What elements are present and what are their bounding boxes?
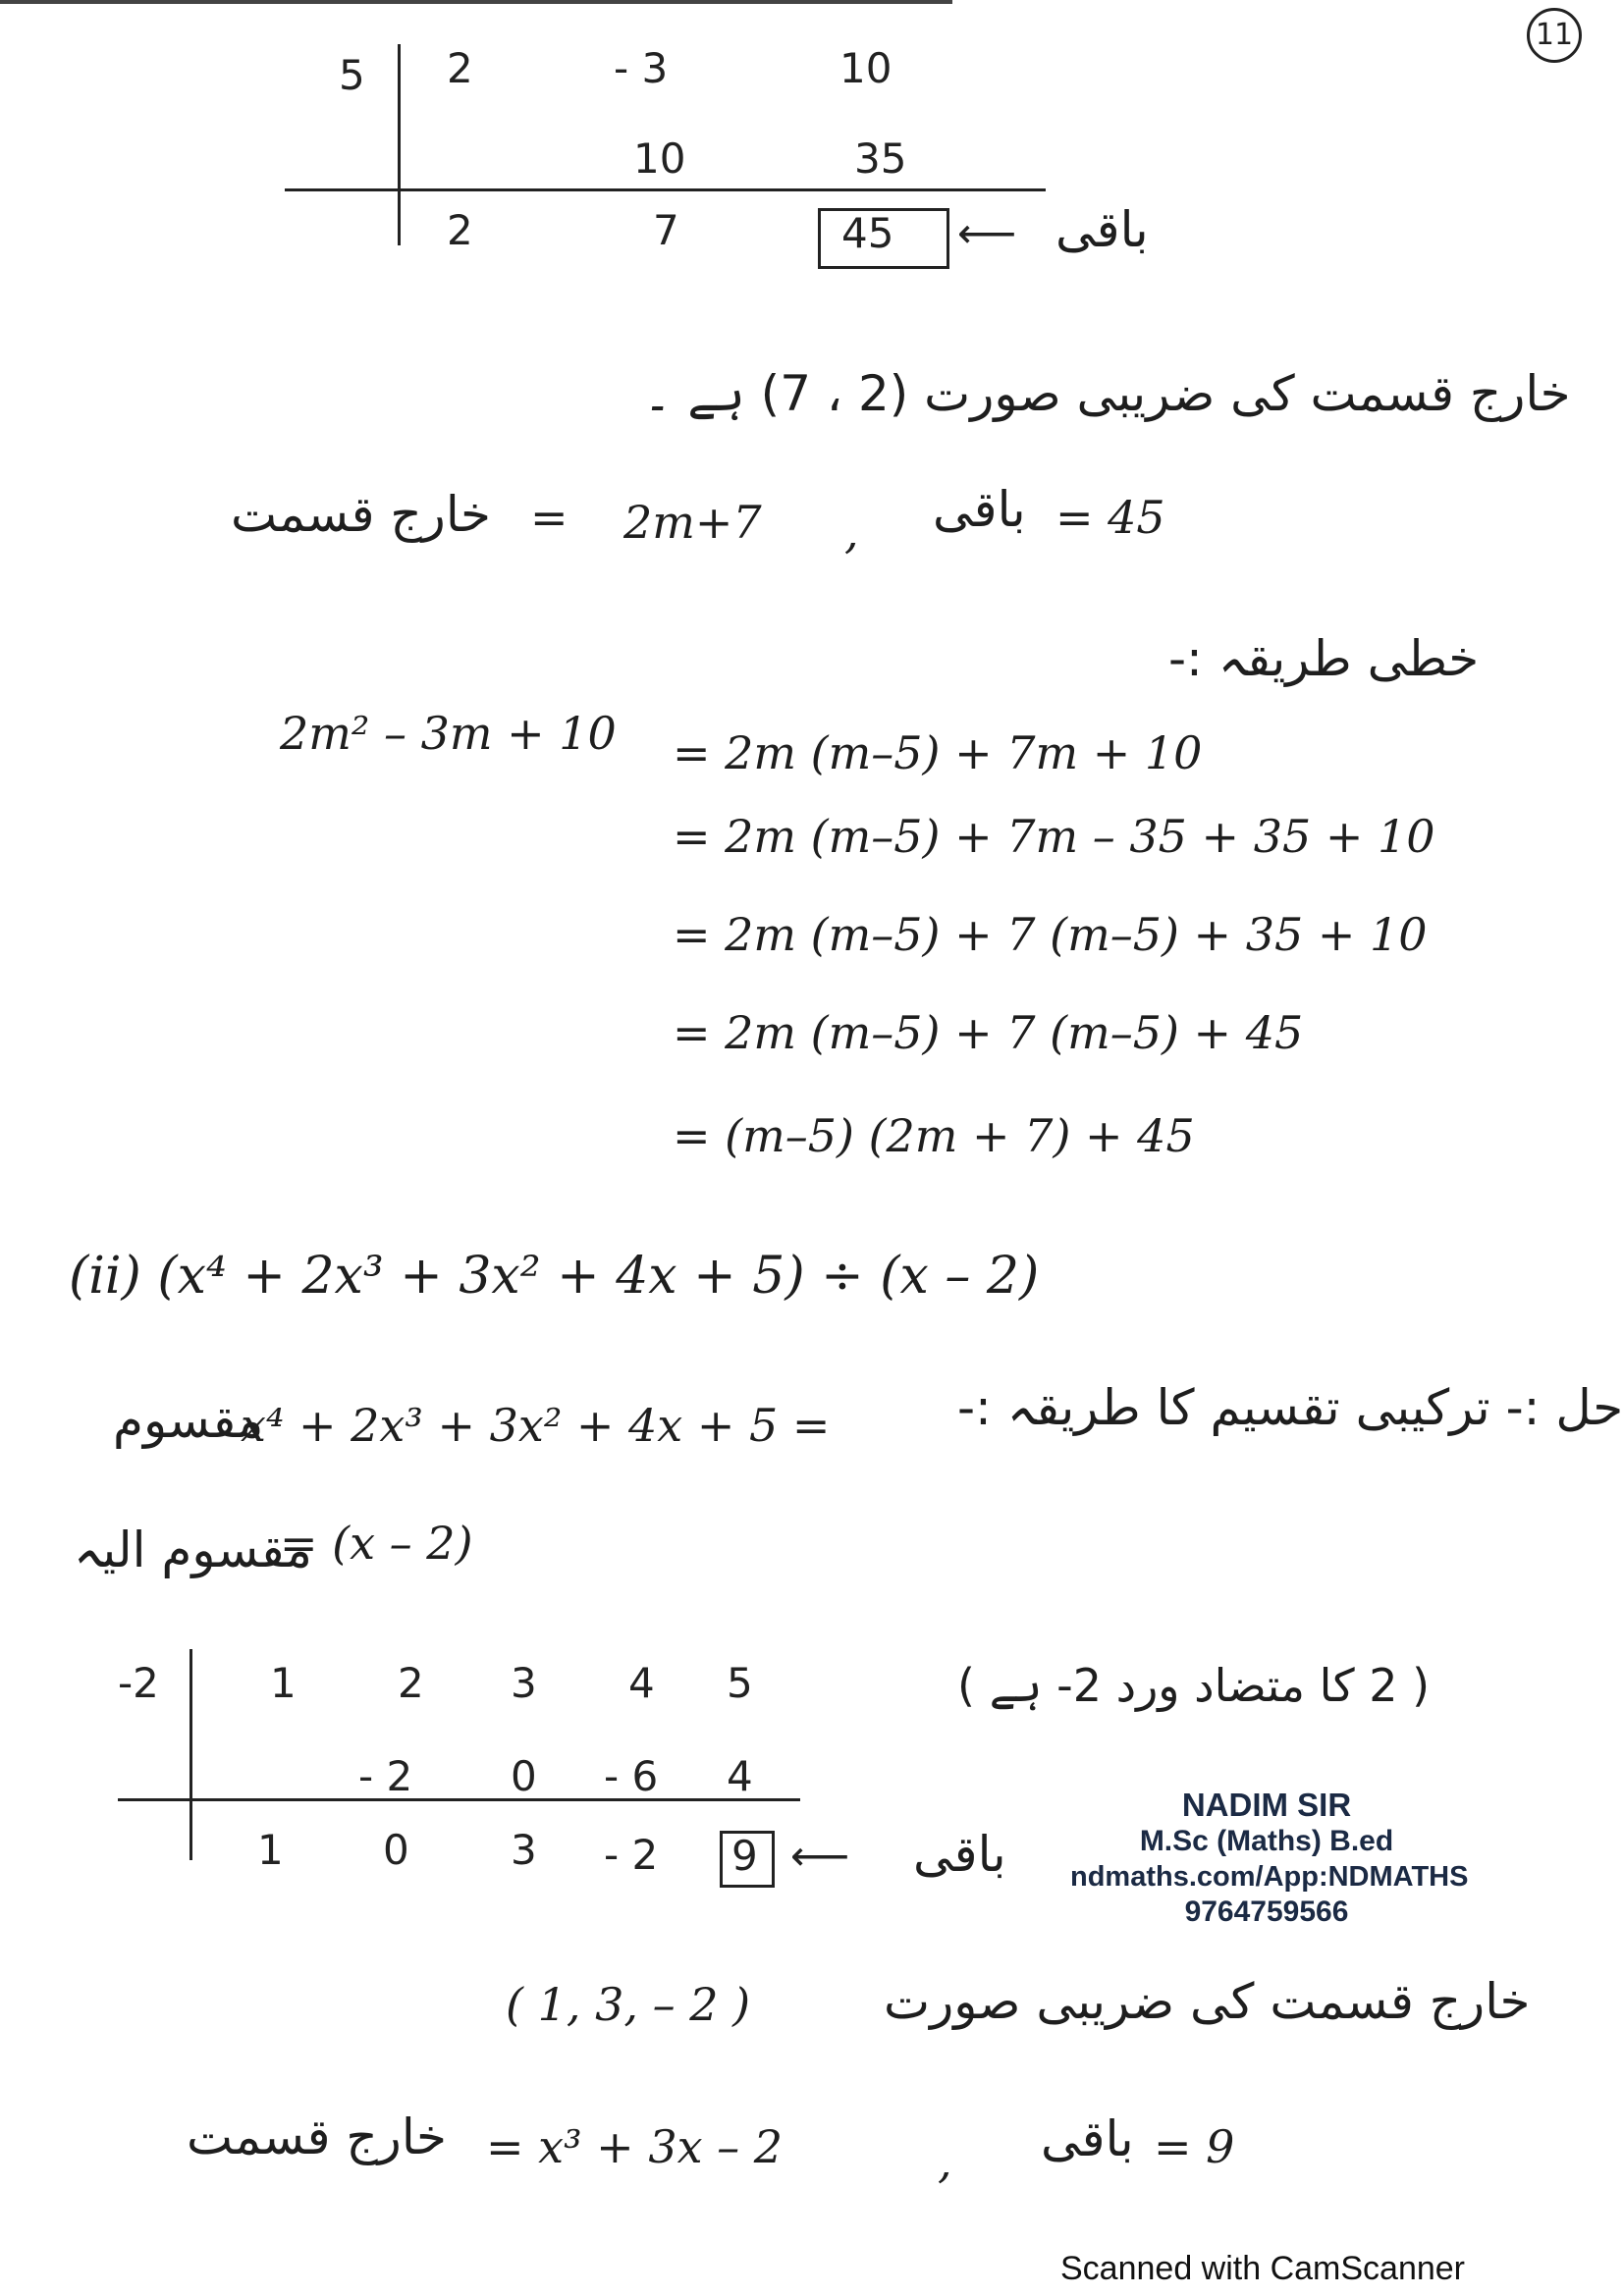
remainder-label: باقی: [933, 481, 1026, 538]
product-value: 35: [854, 134, 907, 183]
quotient-coefficient-label: خارج قسمت کی ضریبی صورت: [884, 1973, 1531, 2030]
comma: ,: [844, 506, 859, 559]
coefficient: 10: [839, 44, 893, 92]
problem-ii: (ii) (x⁴ + 2x³ + 3x² + 4x + 5) ÷ (x – 2): [69, 1247, 1040, 1306]
division-horizontal-line: [285, 188, 1046, 191]
division-vertical-line: [189, 1649, 192, 1860]
page-number: 11: [1527, 8, 1582, 63]
quotient-value: 7: [653, 206, 679, 254]
step-line: = 2m (m–5) + 7m + 10: [673, 726, 1203, 779]
dividend-expression: x⁴ + 2x³ + 3x² + 4x + 5 =: [241, 1399, 831, 1452]
step-line: = 2m (m–5) + 7m – 35 + 35 + 10: [673, 810, 1435, 863]
quotient-value: 0: [383, 1826, 409, 1874]
equals-sign: =: [530, 491, 568, 544]
remainder-value: 45: [841, 209, 894, 257]
lhs-expression: 2m² – 3m + 10: [280, 707, 617, 760]
remainder-label: باقی: [1041, 2110, 1134, 2167]
product-value: 0: [511, 1752, 537, 1800]
division-vertical-line: [398, 44, 401, 245]
coefficient: 4: [628, 1659, 655, 1707]
coefficient: 2: [398, 1659, 424, 1707]
arrow-left-icon: ⟵: [790, 1832, 850, 1880]
quotient-coefficient-statement: خارج قسمت کی ضریبی صورت (2 ، 7) ہے ۔: [643, 365, 1571, 422]
coefficient: 5: [727, 1659, 753, 1707]
product-value: 10: [633, 134, 686, 183]
product-value: - 2: [358, 1752, 413, 1800]
linear-method-heading: خطی طریقہ :-: [1168, 630, 1480, 687]
remainder-expression: = 9: [1154, 2120, 1235, 2173]
divisor-expression: = (x – 2): [280, 1517, 473, 1570]
remainder-value: 9: [731, 1832, 758, 1880]
divisor: -2: [118, 1659, 159, 1707]
quotient-value: 1: [257, 1826, 284, 1874]
step-line: = 2m (m–5) + 7 (m–5) + 45: [673, 1006, 1304, 1059]
stamp-degree: M.Sc (Maths) B.ed: [1139, 1825, 1394, 1857]
step-line: = 2m (m–5) + 7 (m–5) + 35 + 10: [673, 908, 1428, 961]
quotient-value: - 2: [604, 1831, 659, 1879]
quotient-value: 2: [447, 206, 473, 254]
quotient-expression: 2m+7: [623, 496, 762, 549]
stamp-name: NADIM SIR: [1181, 1787, 1352, 1823]
coefficient: 1: [270, 1659, 297, 1707]
quotient-label: خارج قسمت: [231, 486, 491, 543]
remainder-expression: = 45: [1055, 491, 1165, 544]
quotient-value: 3: [511, 1826, 537, 1874]
product-value: 4: [727, 1752, 753, 1800]
stamp-phone: 9764759566: [1184, 1896, 1349, 1928]
stamp-website: ndmaths.com/App:NDMATHS: [1070, 1861, 1469, 1893]
divisor-label: مقسوم الیہ: [74, 1522, 312, 1578]
scan-edge-band: [0, 0, 952, 4]
divisor: 5: [339, 51, 365, 99]
coefficient: 2: [447, 44, 473, 92]
author-stamp: [1070, 1787, 1469, 1930]
remainder-label: باقی: [1055, 201, 1149, 258]
remainder-label: باقی: [913, 1826, 1006, 1883]
arrow-left-icon: ⟵: [957, 209, 1017, 257]
scanner-footer: Scanned with CamScanner: [1060, 2250, 1466, 2287]
coefficient: - 3: [614, 44, 669, 92]
quotient-label: خارج قسمت: [187, 2109, 447, 2165]
coefficient: 3: [511, 1659, 537, 1707]
step-line: = (m–5) (2m + 7) + 45: [673, 1109, 1195, 1162]
quotient-coefficient-tuple: ( 1, 3, – 2 ): [506, 1978, 751, 2031]
additive-inverse-note: ( 2 کا متضاد ورد 2- ہے ): [957, 1659, 1431, 1712]
solution-heading: حل :- ترکیبی تقسیم کا طریقہ :-: [957, 1379, 1623, 1436]
dividend-label: مقسوم: [113, 1392, 264, 1449]
comma: ,: [938, 2135, 952, 2188]
quotient-expression: = x³ + 3x – 2: [486, 2120, 784, 2173]
product-value: - 6: [604, 1752, 659, 1800]
division-horizontal-line: [118, 1798, 800, 1801]
